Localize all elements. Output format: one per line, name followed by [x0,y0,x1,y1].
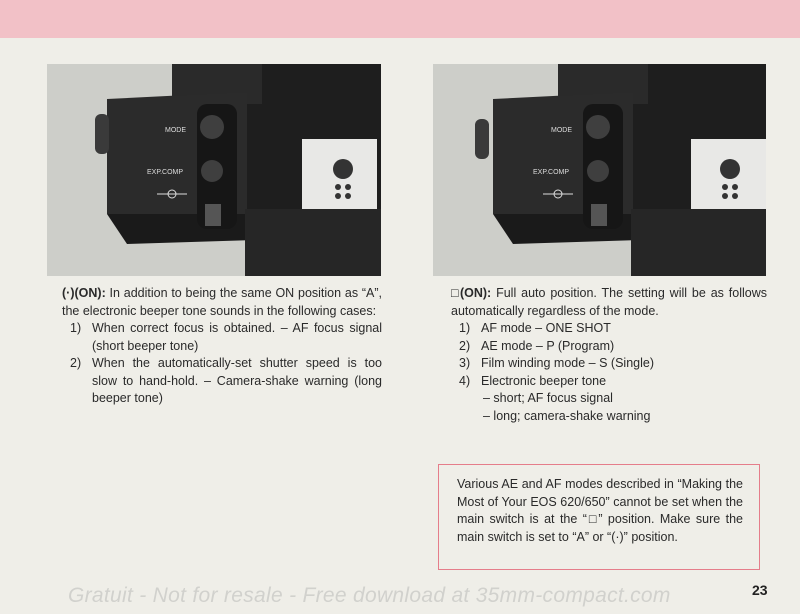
footer-watermark: Gratuit - Not for resale - Free download at 35mm-compact.com [68,584,671,607]
beeper-intro-text: In addition to being the same ON position as “A”, the electronic beeper tone sounds in the following cases: [62,286,382,318]
exp-comp-label: EXP.COMP [533,169,570,176]
item-number: 3) [459,356,471,370]
top-color-band [0,0,800,38]
camera-photo-beeper [47,64,381,276]
list-item [451,338,767,356]
beeper-sub-item: – long; camera-shake warning [483,408,651,423]
item-text: When correct focus is obtained. – AF focus signal (short beeper tone) [92,321,382,353]
beeper-intro [62,285,382,320]
item-text: AE mode – P (Program) [481,338,615,353]
item-number: 2) [459,338,471,353]
beeper-sub-item: – short; AF focus signal [483,391,613,405]
list-item [62,355,382,408]
exp-comp-label: EXP.COMP [147,169,184,176]
item-number: 2) [70,356,82,370]
left-text-column [62,285,382,408]
page-number: 23 [752,582,768,598]
beeper-case-list [62,320,382,408]
mode-label: MODE [165,127,186,134]
item-text: When the automatically-set shutter speed is too slow to hand-hold. – Camera-shake warning (long beeper tone) [92,356,382,405]
note-text: Various AE and AF modes described in “Making the Most of Your EOS 620/650” cannot be set when the main switch is at the “□” position. Make sure the main switch is set to “A” or “(·)” position. [457,477,743,544]
camera-photo-full-auto [433,64,766,276]
item-number: 4) [459,373,471,388]
full-auto-intro-text: Full auto position. The setting will be as follows automatically regardless of the mode. [451,286,767,318]
full-auto-intro [451,285,767,320]
list-item [62,320,382,355]
list-item [451,355,767,373]
right-text-column [451,285,767,425]
item-number: 1) [459,321,471,335]
full-auto-settings-list [451,320,767,390]
item-text: Film winding mode – S (Single) [481,356,654,370]
list-item [451,320,767,338]
item-number: 1) [70,321,82,335]
item-text: AF mode – ONE SHOT [481,321,611,335]
beeper-symbol: (·)(ON): [62,286,106,300]
full-auto-symbol: □(ON): [451,286,492,300]
list-item [451,373,767,391]
note-box [438,464,760,570]
mode-label: MODE [551,127,572,134]
item-text: Electronic beeper tone [481,373,607,388]
